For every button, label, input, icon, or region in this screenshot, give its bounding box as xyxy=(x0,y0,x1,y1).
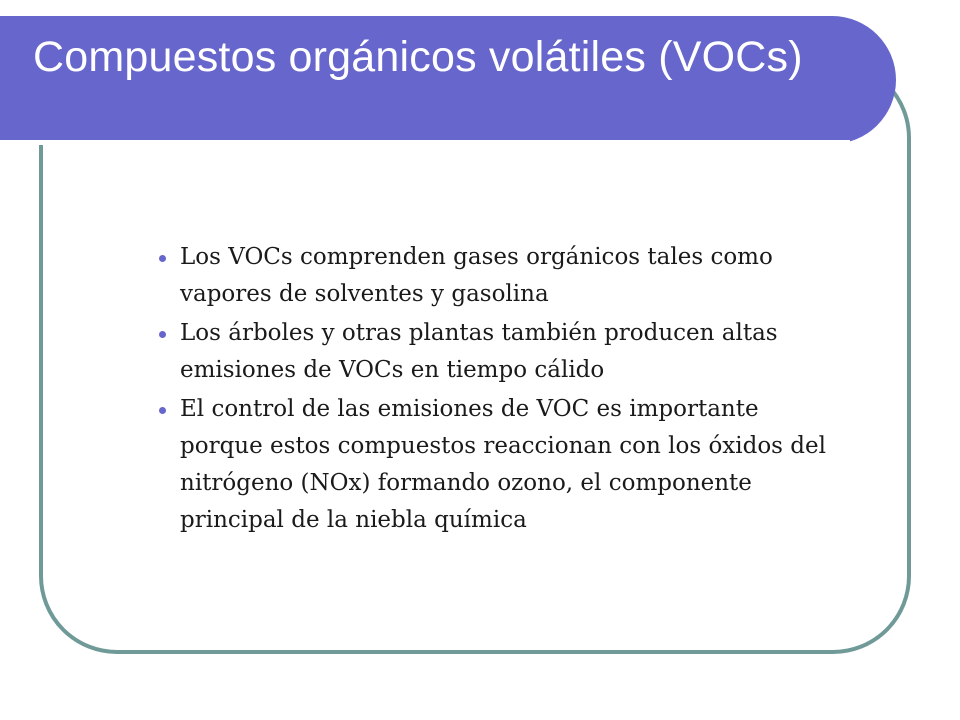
bullet-marker-icon xyxy=(159,331,166,338)
title-underline xyxy=(0,140,850,145)
bullet-text: Los VOCs comprenden gases orgánicos tales como vapores de solventes y gasolina xyxy=(180,244,773,307)
bullet-marker-icon xyxy=(159,255,166,262)
bullet-list xyxy=(156,239,846,541)
bullet-text: El control de las emisiones de VOC es importante porque estos compuestos reaccionan con los óxidos del nitrógeno (NOx) formando ozono, el componente principal de la niebla química xyxy=(180,396,826,533)
bullet-item xyxy=(156,239,846,313)
bullet-marker-icon xyxy=(159,407,166,414)
bullet-item xyxy=(156,391,846,539)
bullet-text: Los árboles y otras plantas también producen altas emisiones de VOCs en tiempo cálido xyxy=(180,320,778,383)
title-bar xyxy=(0,16,896,144)
bullet-item xyxy=(156,315,846,389)
slide-title: Compuestos orgánicos volátiles (VOCs) xyxy=(33,33,803,81)
